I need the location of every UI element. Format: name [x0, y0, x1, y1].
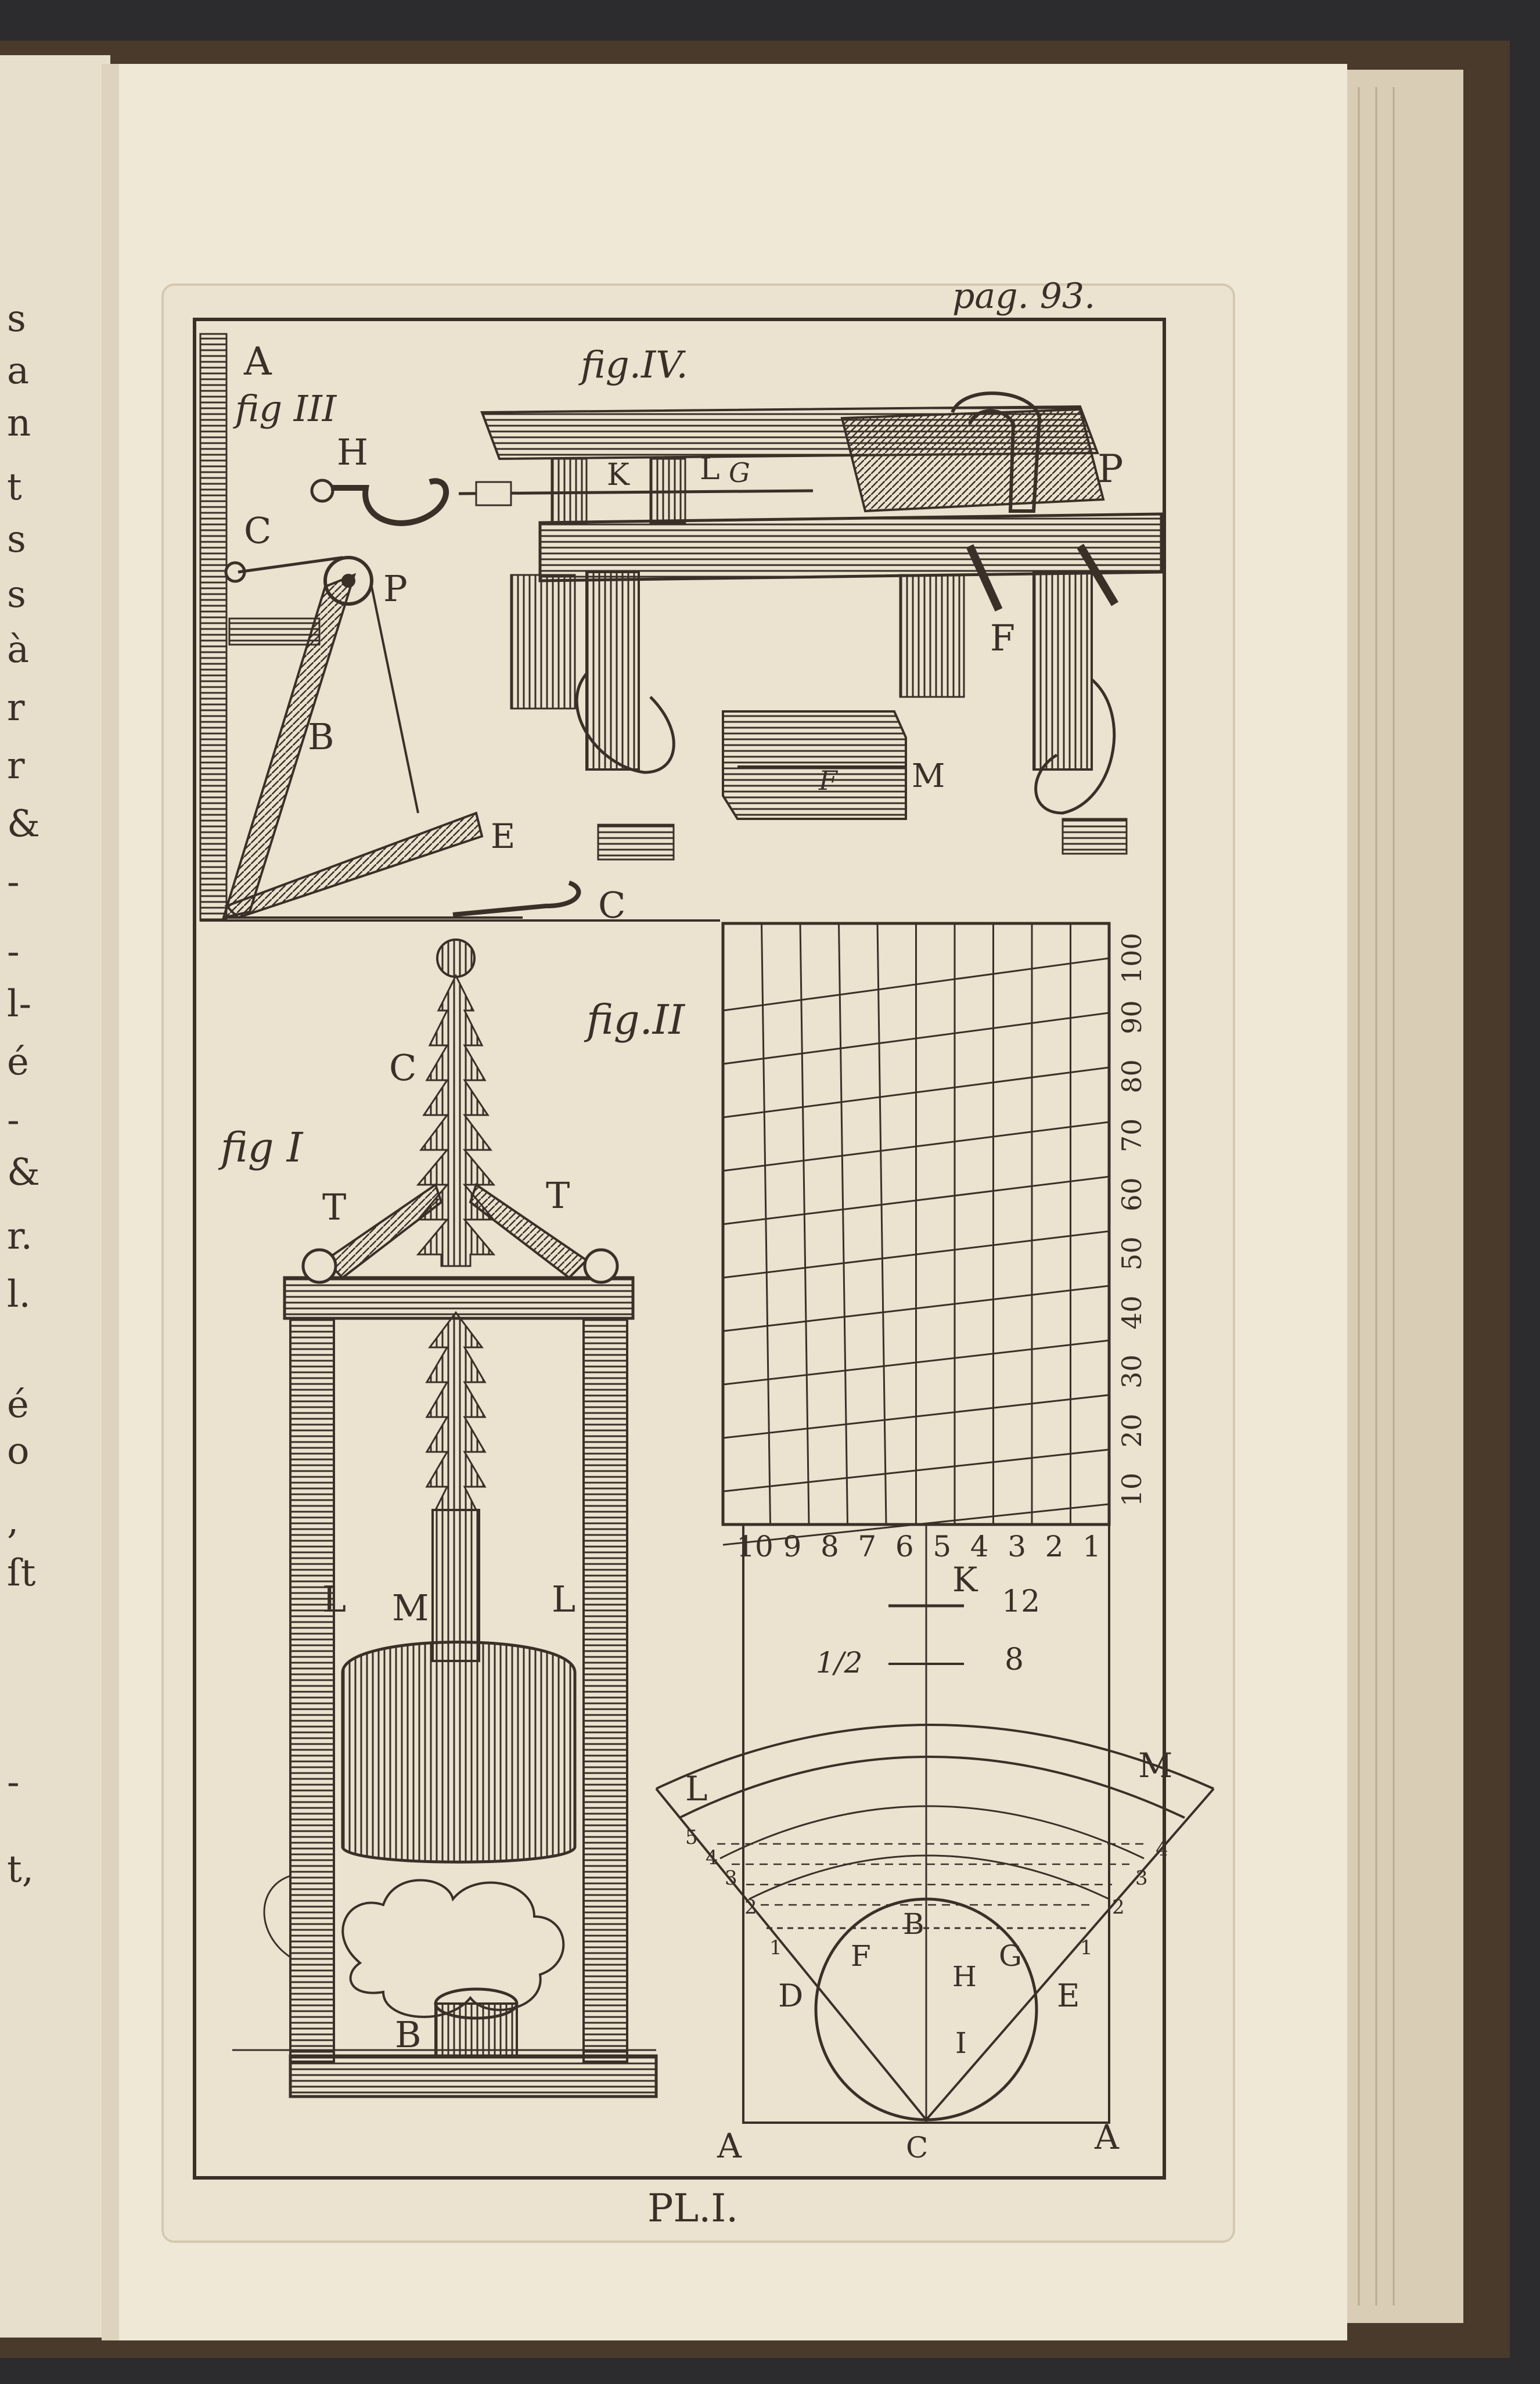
fig2-label-m: M — [1138, 1746, 1173, 1785]
fig2-label-right-1: 1 — [1080, 1936, 1093, 1959]
fig2-bottom-tick: 9 — [783, 1530, 802, 1563]
fig2-label-right-2: 2 — [1112, 1896, 1125, 1919]
fig4-title: fig.IV. — [581, 344, 688, 387]
fig2-label-f: F — [851, 1939, 871, 1973]
svg-text:r.: r. — [7, 1215, 33, 1258]
fig2-label-left-1: 1 — [769, 1936, 782, 1959]
fig2-right-tick: 30 — [1116, 1354, 1147, 1389]
fig1-label-l1: L — [322, 1578, 347, 1620]
fig3-label-p: P — [383, 567, 408, 610]
svg-text:à: à — [7, 628, 30, 671]
fig1-post-left — [290, 1318, 334, 2062]
fig3-label-e: E — [491, 817, 516, 856]
fig1-base — [290, 2056, 656, 2097]
fig1-burner — [436, 2004, 517, 2056]
fig2-label-e: E — [1057, 1977, 1080, 2014]
svg-text:t,: t, — [7, 1848, 34, 1891]
fig3-title: fig III — [235, 387, 337, 430]
fig3-wall — [200, 334, 226, 920]
fig2-right-tick: 80 — [1116, 1059, 1147, 1094]
left-page — [0, 55, 110, 2338]
fig4-label-l: L — [700, 452, 720, 487]
fig2-bottom-tick: 1 — [1082, 1530, 1101, 1563]
svg-text:n: n — [7, 402, 31, 445]
fig1-top-beam — [285, 1278, 633, 1318]
fig1-label-l2: L — [552, 1578, 576, 1620]
fig4-table-top — [540, 514, 1161, 581]
fig4-label-m: M — [912, 757, 945, 795]
fig3-label-c: C — [244, 509, 272, 552]
svg-text:s: s — [7, 297, 26, 340]
fig3-label-h: H — [337, 431, 369, 473]
fig2-right-tick: 20 — [1116, 1414, 1147, 1448]
fig2-bottom-tick: 5 — [933, 1530, 952, 1563]
fig2-bottom-tick: 2 — [1045, 1530, 1064, 1563]
fig4-label-g: G — [729, 457, 750, 488]
svg-text:o: o — [7, 1430, 30, 1473]
fig4-block-p — [842, 409, 1103, 511]
fig2-right-tick: 90 — [1116, 1000, 1147, 1034]
svg-text:s: s — [7, 573, 26, 616]
fig4-block-m — [723, 711, 906, 819]
fig1-label-c: C — [389, 1047, 417, 1089]
fig2-label-c: C — [906, 2131, 929, 2164]
svg-text:,: , — [7, 1500, 19, 1542]
fig1-label-b: B — [395, 2013, 422, 2056]
fig2-bottom-tick: 10 — [736, 1530, 773, 1563]
fig2-label-right-4: 4 — [1156, 1838, 1168, 1861]
fig1-rack-lower — [427, 1313, 485, 1510]
svg-text:s: s — [7, 518, 26, 561]
fig2-bottom-tick: 8 — [820, 1530, 839, 1563]
fig2-right-tick: 100 — [1116, 933, 1147, 984]
fig2-label-left-5: 5 — [685, 1826, 698, 1849]
svg-text:r: r — [7, 745, 25, 788]
page-header: pag. 93. — [952, 276, 1096, 317]
fig2-label-i: I — [955, 2026, 967, 2060]
fig1-label-t1: T — [322, 1186, 347, 1228]
svg-text:é: é — [7, 1383, 29, 1426]
fig2-label-right-3: 3 — [1135, 1867, 1148, 1890]
fig3-label-b: B — [308, 715, 334, 758]
svg-text:t: t — [7, 466, 22, 509]
fig2-label-k: K — [952, 1560, 978, 1599]
fig3-label-a: A — [244, 339, 272, 384]
fig1-label-m: M — [392, 1587, 429, 1629]
fig3-label-c2: C — [598, 884, 626, 926]
fig1-weight — [343, 1642, 575, 1862]
fig2-label-half: 1/2 — [816, 1646, 863, 1680]
svg-text:&: & — [7, 803, 40, 846]
svg-text:é: é — [7, 1041, 29, 1084]
svg-text:a: a — [7, 350, 30, 393]
fig2-bottom-tick: 4 — [970, 1530, 989, 1563]
fig2-bottom-tick: 6 — [895, 1530, 914, 1563]
fig4-leg-left — [587, 572, 639, 770]
fig2-right-tick: 40 — [1116, 1295, 1147, 1330]
fig4-leg-right — [1034, 572, 1092, 770]
svg-text:&: & — [7, 1151, 40, 1194]
fig1-post-right — [584, 1318, 627, 2062]
fig2-label-l: L — [685, 1769, 708, 1808]
fig2-right-tick: 50 — [1116, 1236, 1147, 1271]
fig4-label-k: K — [607, 458, 629, 492]
fig2-bottom-tick: 7 — [858, 1530, 877, 1563]
svg-text:-: - — [7, 1099, 20, 1142]
fig2-right-tick: 70 — [1116, 1118, 1147, 1153]
fig2-title: fig.II — [587, 996, 685, 1044]
fig1-label-t2: T — [546, 1174, 570, 1217]
fig2-right-tick: 10 — [1116, 1472, 1147, 1507]
fig2-bottom-tick: 3 — [1008, 1530, 1027, 1563]
fig2-label-8: 8 — [1005, 1642, 1024, 1677]
fig4-label-f2: F — [819, 765, 837, 796]
fig2-label-a2: A — [1095, 2117, 1119, 2157]
fig4-label-f: F — [990, 617, 1016, 659]
svg-text:-: - — [7, 930, 20, 973]
fig1-shaft — [433, 1510, 479, 1661]
svg-text:-: - — [7, 1761, 20, 1804]
fig2-right-tick: 60 — [1116, 1177, 1147, 1211]
fig2-label-left-4: 4 — [706, 1846, 718, 1869]
page-edges — [1330, 70, 1463, 2323]
fig2-label-left-3: 3 — [725, 1867, 737, 1890]
fig2-label-h: H — [952, 1961, 977, 1993]
svg-text:l.: l. — [7, 1273, 31, 1316]
fig2-label-a1: A — [717, 2126, 742, 2166]
plate-caption: PL.I. — [647, 2186, 739, 2231]
fig2-label-12: 12 — [1002, 1584, 1041, 1619]
svg-text:l-: l- — [7, 983, 32, 1026]
svg-text:r: r — [7, 686, 25, 729]
fig2-label-left-2: 2 — [744, 1896, 757, 1919]
fig2-label-g: G — [999, 1939, 1022, 1973]
svg-text:ſt: ſt — [7, 1552, 36, 1595]
fig4-label-p: P — [1098, 447, 1124, 491]
fig1-title: fig I — [221, 1124, 303, 1171]
fig2-label-b: B — [903, 1907, 924, 1941]
svg-text:-: - — [7, 861, 20, 904]
fig2-label-d: D — [778, 1977, 804, 2014]
